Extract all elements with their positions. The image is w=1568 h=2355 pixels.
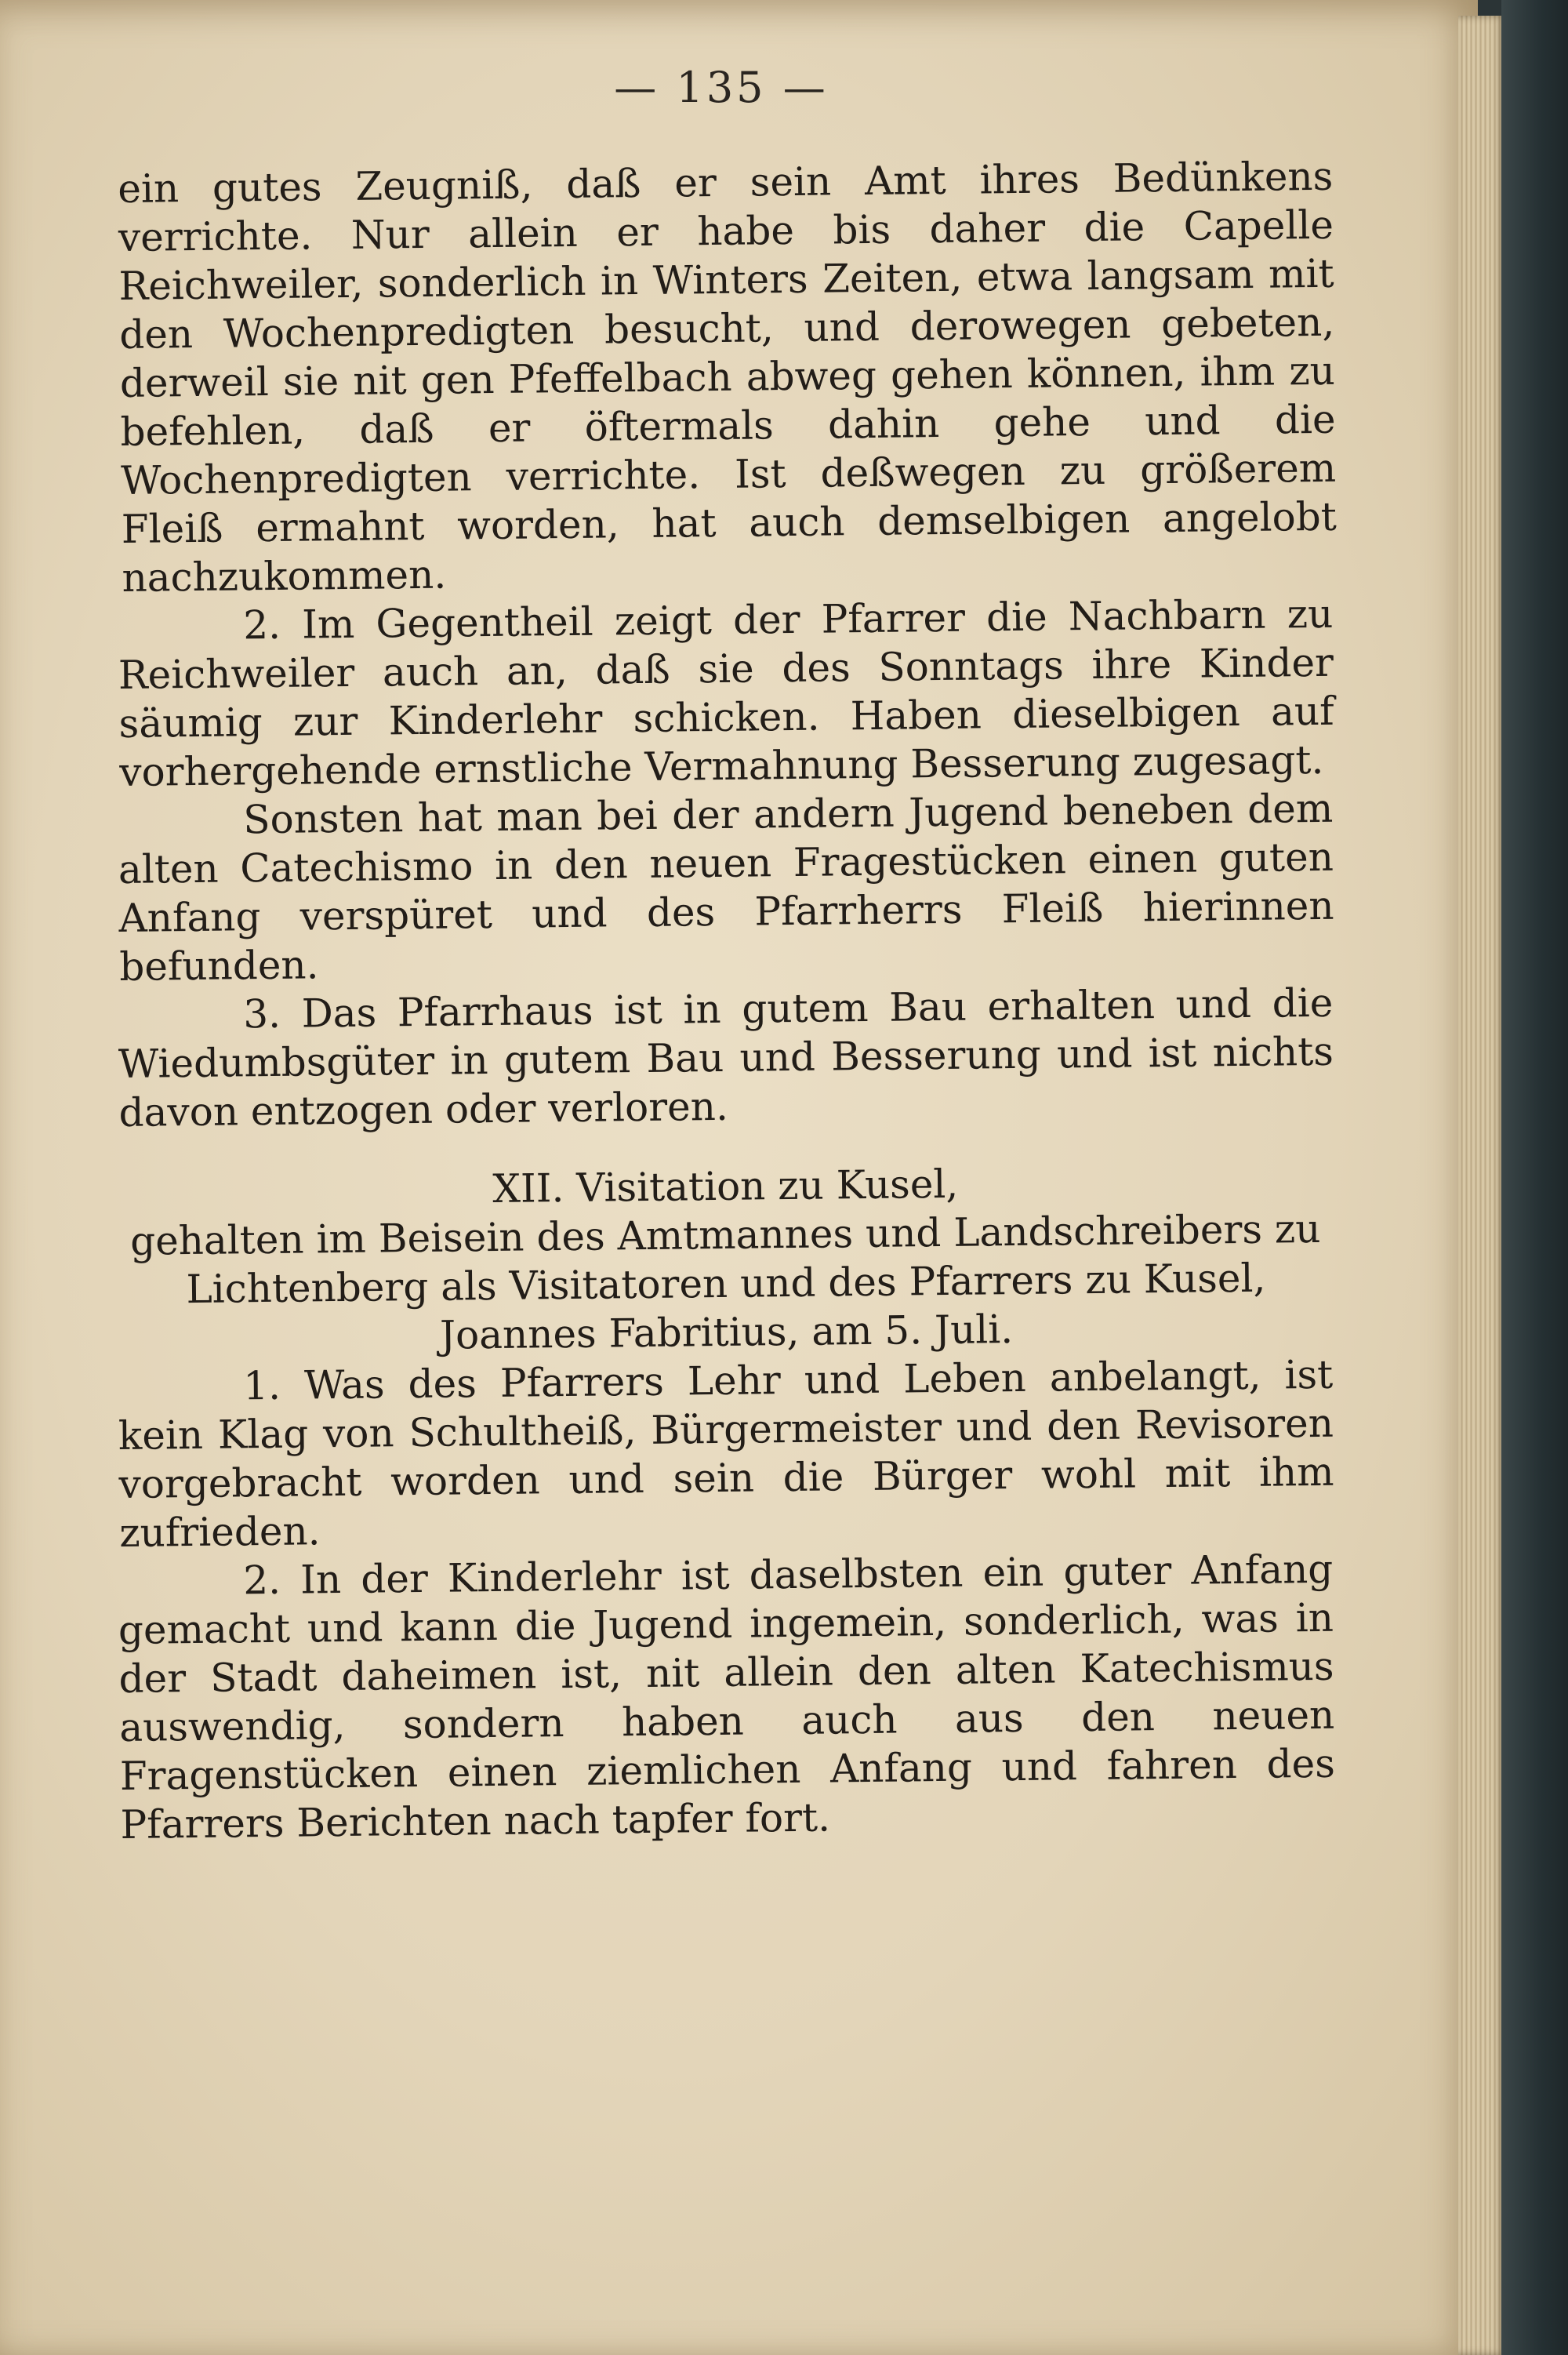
page-number: — 135 — [614,63,829,112]
section-paragraph-1: 1. Was des Pfarrers Lehr und Leben anbelangt, ist kein Klag von Schultheiß, Bürgermeister und den Revisoren vorgebracht worden und sein die Bürger wohl mit ihm zufrieden. [118,1351,1334,1556]
section-title: XII. Visitation zu Kusel, [492,1161,959,1212]
paragraph-item-3: 3. Das Pfarrhaus ist in gutem Bau erhalten und die Wiedumbsgüter in gutem Bau und Besserung und ist nichts davon entzogen oder verloren. [118,979,1334,1136]
paragraph-item-2: 2. Im Gegentheil zeigt der Pfarrer die Nachbarn zu Reichweiler auch an, daß sie des Sonntags ihre Kinder säumig zur Kinderlehr schicken. Haben dieselbigen auf vorhergehende ernstliche Vermahnung Besserung zugesagt. [118,591,1334,795]
section-subtitle: gehalten im Beisein des Amtmannes und Landschreibers zu Lichtenberg als Visitatoren und des Pfarrers zu Kusel, Joannes Fabritius, am 5. Juli. [129,1205,1321,1358]
paragraph-continuation: ein gutes Zeugniß, daß er sein Amt ihres Bedünkens verrichte. Nur allein er habe bis daher die Capelle Reichweiler, sonderlich in Winters Zeiten, etwa langsam mit den Wochenpredigten besucht, und derowegen gebeten, derweil sie nit gen Pfeffelbach abweg gehen können, ihm zu befehlen, daß er öftermals dahin gehe und die Wochenpredigten verrichte. Ist deßwegen zu größerem Fleiß ermahnt worden, hat auch demselbigen angelobt nachzukommen. [118,153,1338,601]
section-paragraph-2: 2. In der Kinderlehr ist daselbsten ein guter Anfang gemacht und kann die Jugend ingemein, sonderlich, was in der Stadt daheimen ist, nit allein den alten Katechismus auswendig, sondern haben auch aus den neuen Fragenstücken einen ziemlichen Anfang und fahren des Pfarrers Berichten nach tapfer fort. [118,1546,1336,1848]
paragraph-sonsten: Sonsten hat man bei der andern Jugend beneben dem alten Catechismo in den neuen Fragestücken einen guten Anfang verspüret und des Pfarrherrs Fleiß hierinnen befunden. [118,785,1334,990]
page-edges [1458,16,1505,2355]
page-body [118,153,1338,1849]
book-cover-edge [1501,0,1568,2355]
